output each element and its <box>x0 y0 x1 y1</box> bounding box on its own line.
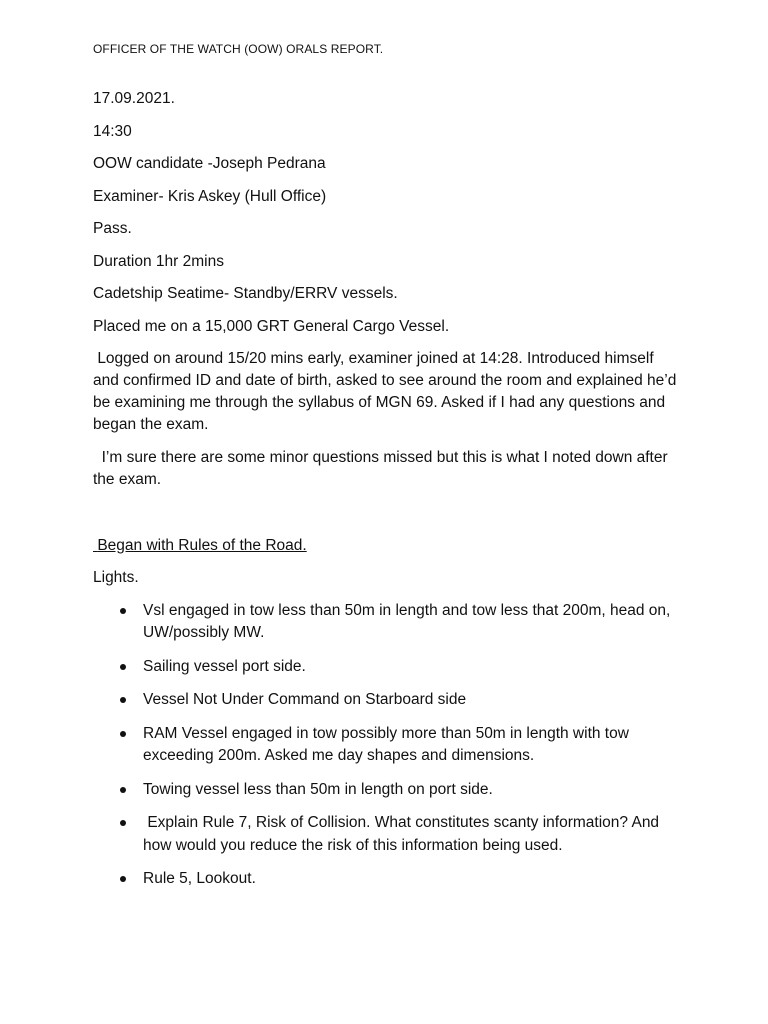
seatime-line: Cadetship Seatime- Standby/ERRV vessels. <box>93 285 398 302</box>
list-item <box>93 812 683 857</box>
section-subheading: Lights. <box>93 569 139 586</box>
list-item-text: Explain Rule 7, Risk of Collision. What constitutes scanty information? And how would you reduce the risk of this information being used. <box>143 814 664 854</box>
bullet-icon <box>120 820 126 826</box>
bullet-icon <box>120 731 126 737</box>
bullet-icon <box>120 787 126 793</box>
lights-question-list <box>93 600 683 891</box>
section-heading: Began with Rules of the Road. <box>93 536 307 554</box>
bullet-icon <box>120 608 126 614</box>
report-date: 17.09.2021. <box>93 90 175 107</box>
list-item-text: Vessel Not Under Command on Starboard side <box>143 691 467 708</box>
note-paragraph: I’m sure there are some minor questions missed but this is what I noted down after the exam. <box>93 448 672 488</box>
result-line: Pass. <box>93 220 132 237</box>
list-item <box>93 868 683 891</box>
list-item-text: Sailing vessel port side. <box>143 657 306 675</box>
vessel-line: Placed me on a 15,000 GRT General Cargo Vessel. <box>93 317 450 335</box>
bullet-icon <box>120 876 126 882</box>
list-item <box>93 689 683 712</box>
list-item <box>93 723 683 768</box>
list-item <box>93 600 683 645</box>
report-time: 14:30 <box>93 122 132 140</box>
bullet-icon <box>120 664 126 670</box>
list-item <box>93 779 683 802</box>
duration-line: Duration 1hr 2mins <box>93 252 224 270</box>
examiner-line: Examiner- Kris Askey (Hull Office) <box>93 187 327 205</box>
intro-paragraph: Logged on around 15/20 mins early, examiner joined at 14:28. Introduced himself and confirmed ID and date of birth, asked to see around the room and explained he’d be examining me through the syllabus of MGN 69. Asked if I had any questions and began the exam. <box>93 350 681 433</box>
list-item-text: Rule 5, Lookout. <box>143 870 256 887</box>
document-body <box>93 88 683 902</box>
list-item-text: RAM Vessel engaged in tow possibly more than 50m in length with tow exceeding 200m. Asked me day shapes and dimensions. <box>143 724 629 764</box>
list-item <box>93 656 683 679</box>
list-item-text: Towing vessel less than 50m in length on port side. <box>143 780 493 798</box>
list-item-text: Vsl engaged in tow less than 50m in length and tow less that 200m, head on, UW/possibly MW. <box>143 601 671 641</box>
bullet-icon <box>120 697 126 703</box>
candidate-line: OOW candidate -Joseph Pedrana <box>93 155 326 172</box>
document-header: OFFICER OF THE WATCH (OOW) ORALS REPORT. <box>93 42 384 56</box>
